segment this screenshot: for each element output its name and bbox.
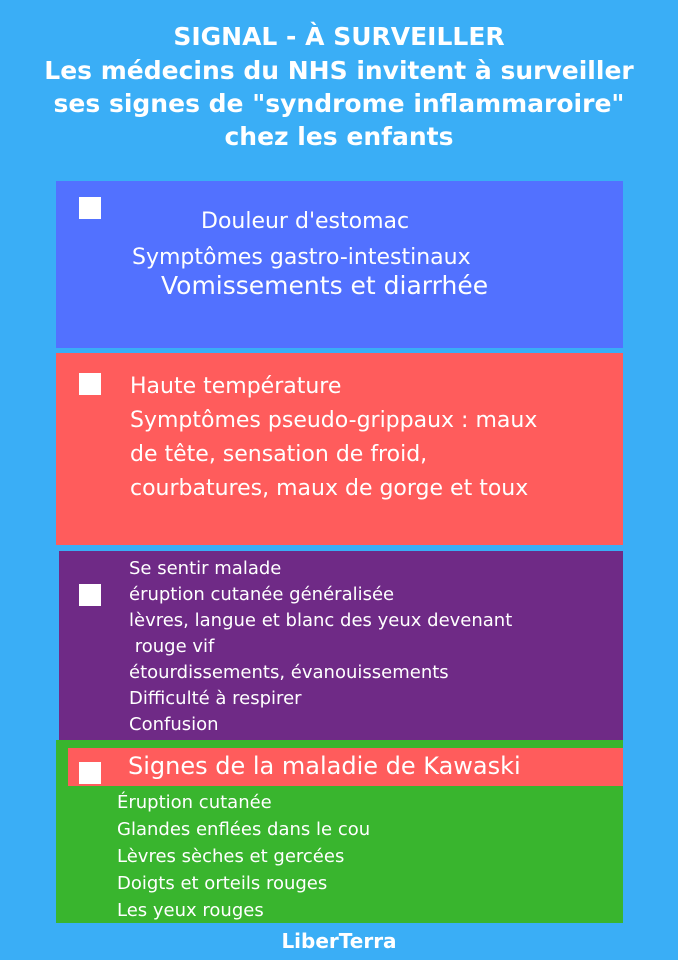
panel-line: lèvres, langue et blanc des yeux devenant: [129, 610, 513, 631]
panel-kawasaki: [56, 740, 623, 923]
panel-text: [130, 370, 537, 506]
panel-line: Difficulté à respirer: [129, 688, 302, 709]
panel-line: Se sentir malade: [129, 558, 282, 579]
panel-line: Confusion: [129, 714, 219, 735]
header-line: Les médecins du NHS invitent à surveiller: [44, 56, 634, 85]
panel-text: [129, 556, 512, 738]
panel-line: Symptômes pseudo-grippaux : maux: [130, 408, 538, 433]
panel-text: [117, 789, 370, 924]
header-line: ses signes de "syndrome inflammaroire": [53, 89, 625, 118]
header: [0, 20, 678, 153]
panel-line: rouge vif: [129, 636, 215, 657]
panel-general: [59, 551, 623, 740]
panel-line: Douleur d'estomac: [201, 209, 410, 234]
panel-line: Éruption cutanée: [117, 792, 272, 813]
panel-line: Glandes enflées dans le cou: [117, 819, 371, 840]
panel-line: Lèvres sèches et gercées: [117, 846, 345, 867]
panel-line: de tête, sensation de froid,: [130, 442, 428, 467]
header-line: chez les enfants: [224, 122, 454, 151]
panel-line: éruption cutanée généralisée: [129, 584, 395, 605]
panel-line: courbatures, maux de gorge et toux: [130, 476, 529, 501]
panel-line: Haute température: [130, 374, 342, 399]
panel-line: Les yeux rouges: [117, 900, 264, 921]
brand-logo: LiberTerra: [281, 929, 397, 953]
panel-line: Symptômes gastro-intestinaux: [132, 245, 471, 270]
checkbox[interactable]: [79, 762, 101, 784]
panel-line: Vomissements et diarrhée: [161, 271, 489, 300]
panel-title: Signes de la maladie de Kawaski: [128, 752, 521, 780]
header-kicker: SIGNAL - À SURVEILLER: [173, 22, 505, 51]
checkbox[interactable]: [79, 197, 101, 219]
panel-fever: [56, 353, 623, 545]
panel-gastro: [56, 181, 623, 348]
panel-line: Doigts et orteils rouges: [117, 873, 328, 894]
checkbox[interactable]: [79, 584, 101, 606]
panel-line: étourdissements, évanouissements: [129, 662, 449, 683]
checkbox[interactable]: [79, 373, 101, 395]
